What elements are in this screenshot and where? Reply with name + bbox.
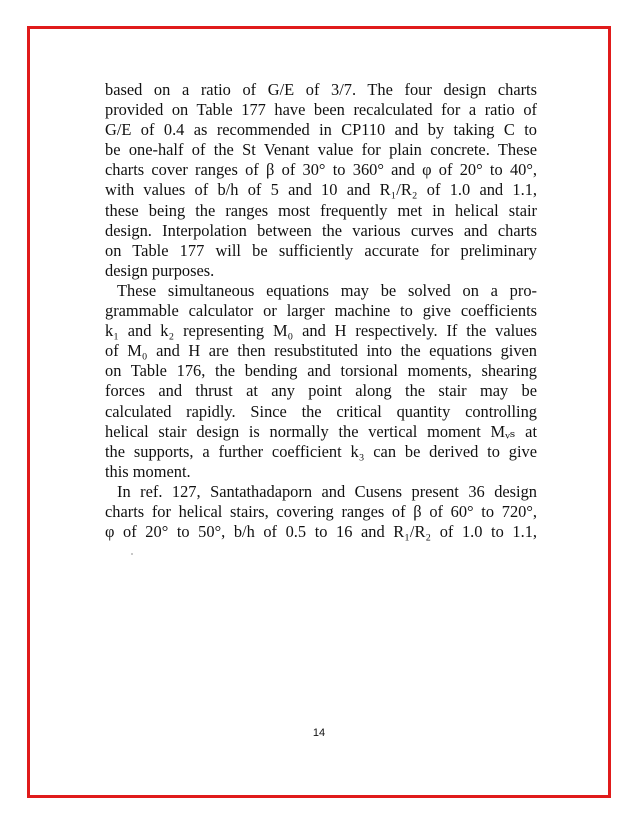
text-line: charts for helical stairs, covering ranges of β of 60° to 720°, bbox=[105, 501, 537, 521]
text-line: this moment. bbox=[105, 461, 191, 481]
text-line: In ref. 127, Santathadaporn and Cusens present 36 design bbox=[117, 481, 537, 501]
text-line: be one-half of the St Venant value for plain concrete. These bbox=[105, 140, 537, 160]
text-line: charts cover ranges of β of 30° to 360° and φ of 20° to 40°, bbox=[105, 160, 537, 180]
text-line: k₁ and k₂ representing M₀ and H respectively. If the values bbox=[105, 321, 537, 341]
text-line: the supports, a further coefficient k₃ can be derived to give bbox=[105, 441, 537, 461]
text-line: provided on Table 177 have been recalculated for a ratio of bbox=[105, 100, 537, 120]
text-line: design purposes. bbox=[105, 260, 215, 280]
paragraph-2 bbox=[105, 281, 537, 482]
text-line: on Table 176, the bending and torsional moments, shearing bbox=[105, 361, 537, 381]
text-line: these being the ranges most frequently met in helical stair bbox=[105, 200, 537, 220]
text-line: of M₀ and H are then resubstituted into the equations given bbox=[105, 341, 537, 361]
text-line: G/E of 0.4 as recommended in CP110 and by taking C to bbox=[105, 120, 537, 140]
text-line: based on a ratio of G/E of 3/7. The four design charts bbox=[105, 80, 537, 99]
text-line: φ of 20° to 50°, b/h of 0.5 to 16 and R₁/R₂ of 1.0 to 1.1, bbox=[105, 522, 537, 542]
text-line: calculated rapidly. Since the critical quantity controlling bbox=[105, 401, 537, 421]
text-line: These simultaneous equations may be solved on a pro- bbox=[117, 280, 537, 300]
text-line: with values of b/h of 5 and 10 and R₁/R₂ of 1.0 and 1.1, bbox=[105, 180, 537, 200]
text-line: on Table 177 will be sufficiently accurate for preliminary bbox=[105, 240, 537, 260]
text-line: grammable calculator or larger machine to give coefficients bbox=[105, 301, 537, 321]
paragraph-1 bbox=[105, 80, 537, 281]
paragraph-3 bbox=[105, 482, 537, 542]
page-number: 14 bbox=[312, 727, 326, 739]
text-line: forces and thrust at any point along the stair may be bbox=[105, 381, 537, 401]
page-body bbox=[105, 80, 537, 542]
scan-speck bbox=[131, 553, 133, 555]
text-line: design. Interpolation between the various curves and charts bbox=[105, 220, 537, 240]
text-line: helical stair design is normally the vertical moment Mᵥₛ at bbox=[105, 421, 537, 441]
